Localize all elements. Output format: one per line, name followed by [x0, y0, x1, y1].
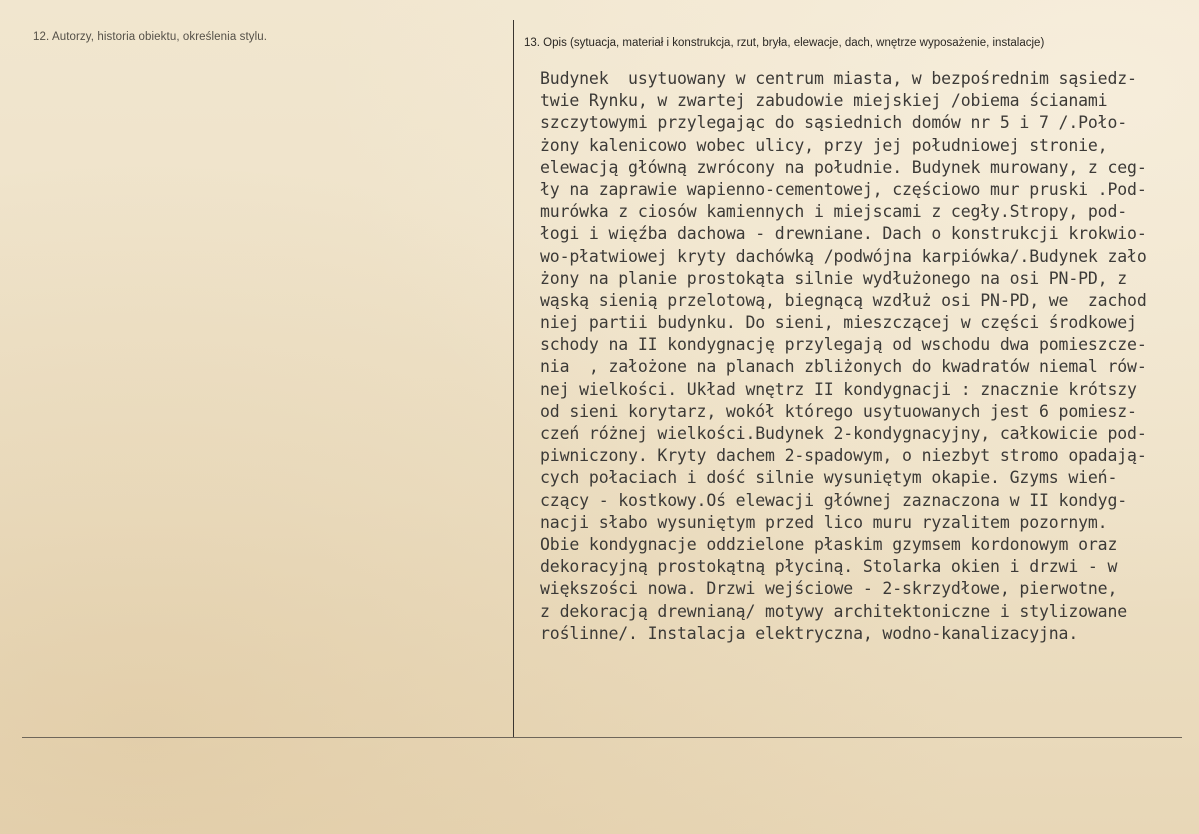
description-line: roślinne/. Instalacja elektryczna, wodno-kanalizacyjna. [540, 623, 1079, 643]
description-line: twie Rynku, w zwartej zabudowie miejskiej /obiema ścianami [540, 91, 1108, 111]
description-line: Budynek usytuowany w centrum miasta, w bezpośrednim sąsiedz- [540, 69, 1137, 88]
description-line: nacji słabo wysuniętym przed lico muru ryzalitem pozornym. [540, 512, 1108, 532]
description-line: schody na II kondygnację przylegają od wschodu dwa pomieszcze- [540, 335, 1147, 355]
description-line: żony kalenicowo wobec ulicy, przy jej południowej stronie, [540, 135, 1108, 155]
description-line: nej wielkości. Układ wnętrz II kondygnacji : znacznie krótszy [540, 379, 1137, 399]
description-line: dekoracyjną prostokątną płyciną. Stolarka okien i drzwi - w [540, 557, 1118, 577]
description-line: od sieni korytarz, wokół którego usytuowanych jest 6 pomiesz- [540, 401, 1137, 421]
description-line: łogi i więźba dachowa - drewniane. Dach o konstrukcji krokwio- [540, 224, 1147, 244]
description-line: elewacją główną zwrócony na południe. Budynek murowany, z ceg- [540, 157, 1147, 177]
field-13-label: 13. Opis (sytuacja, materiał i konstrukcja, rzut, bryła, elewacje, dach, wnętrze wyposażenie, instalacje) [524, 37, 1045, 49]
description-line: Obie kondygnacje oddzielone płaskim gzymsem kordonowym oraz [540, 534, 1118, 554]
description-line: wo-płatwiowej kryty dachówką /podwójna karpiówka/.Budynek zało [540, 246, 1147, 266]
description-line: żony na planie prostokąta silnie wydłużonego na osi PN-PD, z [540, 268, 1128, 288]
description-line: szczytowymi przylegając do sąsiednich domów nr 5 i 7 /.Poło- [540, 113, 1128, 133]
description-line: wąską sienią przelotową, biegnącą wzdłuż osi PN-PD, we zachod [540, 290, 1147, 310]
description-line: czeń różnej wielkości.Budynek 2-kondygnacyjny, całkowicie pod- [540, 424, 1147, 443]
field-12-label: 12. Autorzy, historia obiektu, określenia stylu. [33, 31, 268, 43]
column-divider [513, 20, 514, 737]
description-text [540, 68, 1147, 645]
description-line: z dekoracją drewnianą/ motywy architektoniczne i stylizowane [540, 601, 1128, 621]
description-line: nia , założone na planach zbliżonych do kwadratów niemal rów- [540, 357, 1147, 377]
description-line: większości nowa. Drzwi wejściowe - 2-skrzydłowe, pierwotne, [540, 579, 1118, 599]
description-line: cych połaciach i dość silnie wysuniętym okapie. Gzyms wień- [540, 468, 1118, 488]
description-line: murówka z ciosów kamiennych i miejscami z cegły.Stropy, pod- [540, 202, 1128, 222]
bottom-rule [22, 737, 1182, 738]
description-line: niej partii budynku. Do sieni, mieszczącej w części środkowej [540, 313, 1137, 333]
description-line: piwniczony. Kryty dachem 2-spadowym, o niezbyt stromo opadają- [540, 446, 1147, 466]
description-line: czący - kostkowy.Oś elewacji głównej zaznaczona w II kondyg- [540, 490, 1128, 510]
description-line: ły na zaprawie wapienno-cementowej, częściowo mur pruski .Pod- [540, 179, 1147, 199]
